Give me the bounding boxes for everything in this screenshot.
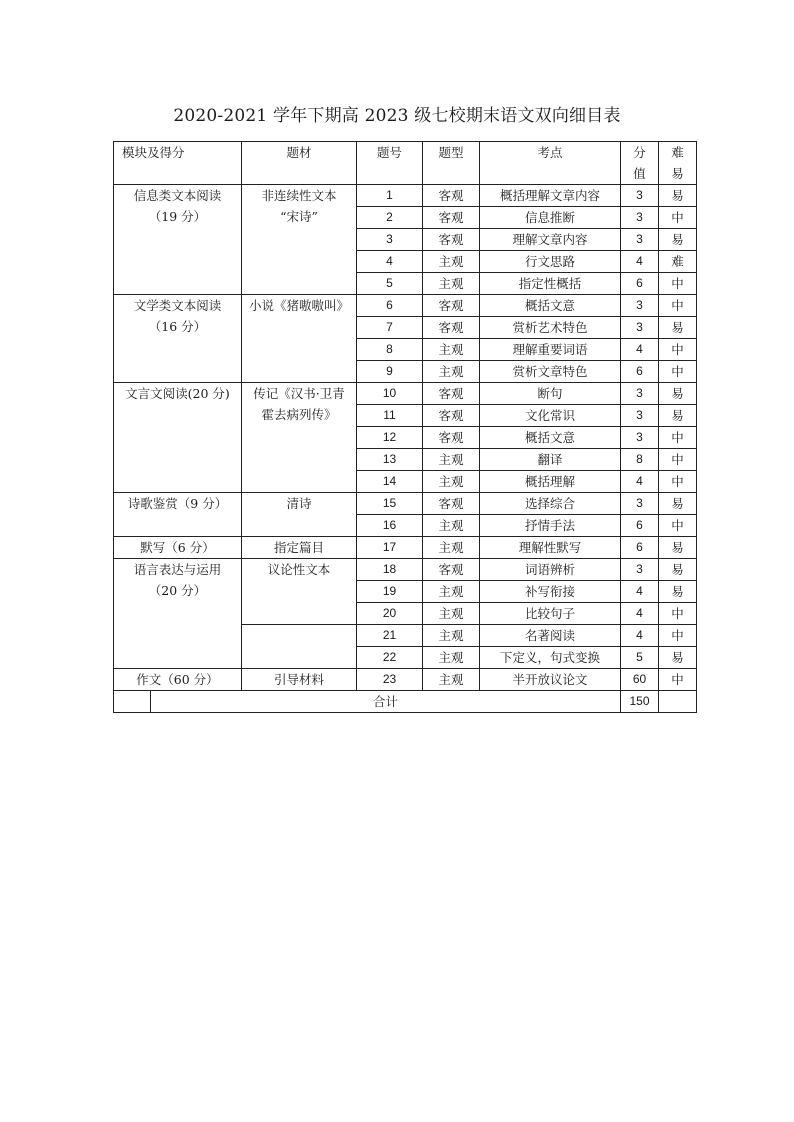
cell-score: 8	[621, 449, 659, 471]
cell-number: 13	[357, 449, 423, 471]
cell-point: 理解文章内容	[480, 229, 621, 251]
cell-score: 3	[621, 185, 659, 207]
total-score: 150	[621, 691, 659, 713]
cell-difficulty: 易	[659, 405, 697, 427]
cell-score: 5	[621, 647, 659, 669]
topic-cell: 非连续性文本 “宋诗”	[242, 185, 357, 295]
cell-difficulty: 中	[659, 669, 697, 691]
cell-point: 理解重要词语	[480, 339, 621, 361]
module-cell: 语言表达与运用 （20 分）	[114, 559, 242, 669]
cell-difficulty: 易	[659, 493, 697, 515]
header-score: 分 值	[621, 142, 659, 185]
cell-point: 补写衔接	[480, 581, 621, 603]
cell-number: 4	[357, 251, 423, 273]
cell-point: 信息推断	[480, 207, 621, 229]
cell-score: 3	[621, 559, 659, 581]
cell-type: 主观	[423, 251, 480, 273]
cell-type: 客观	[423, 493, 480, 515]
cell-point: 指定性概括	[480, 273, 621, 295]
cell-score: 6	[621, 273, 659, 295]
cell-type: 主观	[423, 625, 480, 647]
cell-number: 20	[357, 603, 423, 625]
table-row	[114, 185, 697, 207]
table-row	[114, 383, 697, 405]
cell-point: 概括理解	[480, 471, 621, 493]
header-topic: 题材	[242, 142, 357, 185]
cell-number: 14	[357, 471, 423, 493]
table-row	[114, 537, 697, 559]
cell-score: 4	[621, 625, 659, 647]
cell-score: 3	[621, 405, 659, 427]
cell-number: 2	[357, 207, 423, 229]
table-row	[114, 669, 697, 691]
cell-type: 主观	[423, 273, 480, 295]
cell-number: 7	[357, 317, 423, 339]
cell-number: 10	[357, 383, 423, 405]
cell-point: 名著阅读	[480, 625, 621, 647]
cell-score: 3	[621, 493, 659, 515]
cell-score: 3	[621, 427, 659, 449]
cell-type: 主观	[423, 537, 480, 559]
total-label: 合计	[151, 691, 621, 713]
total-row	[114, 691, 697, 713]
header-module: 模块及得分	[114, 142, 242, 185]
header-type: 题型	[423, 142, 480, 185]
cell-difficulty: 中	[659, 603, 697, 625]
cell-point: 下定义，句式变换	[480, 647, 621, 669]
cell-type: 客观	[423, 383, 480, 405]
cell-difficulty: 中	[659, 471, 697, 493]
cell-difficulty: 中	[659, 295, 697, 317]
cell-score: 3	[621, 317, 659, 339]
cell-point: 赏析文章特色	[480, 361, 621, 383]
cell-number: 6	[357, 295, 423, 317]
topic-cell-empty	[242, 625, 357, 669]
cell-number: 3	[357, 229, 423, 251]
cell-score: 4	[621, 339, 659, 361]
cell-type: 主观	[423, 361, 480, 383]
cell-point: 词语辨析	[480, 559, 621, 581]
total-difficulty-empty	[659, 691, 697, 713]
cell-difficulty: 中	[659, 449, 697, 471]
cell-difficulty: 难	[659, 251, 697, 273]
cell-number: 9	[357, 361, 423, 383]
topic-cell: 小说《猪嗷嗷叫》	[242, 295, 357, 383]
cell-number: 5	[357, 273, 423, 295]
cell-number: 16	[357, 515, 423, 537]
cell-number: 22	[357, 647, 423, 669]
cell-number: 11	[357, 405, 423, 427]
cell-type: 客观	[423, 207, 480, 229]
cell-point: 概括理解文章内容	[480, 185, 621, 207]
cell-score: 4	[621, 581, 659, 603]
cell-type: 客观	[423, 317, 480, 339]
cell-score: 3	[621, 383, 659, 405]
cell-type: 主观	[423, 603, 480, 625]
cell-difficulty: 易	[659, 317, 697, 339]
table-row	[114, 559, 697, 581]
cell-type: 主观	[423, 669, 480, 691]
cell-difficulty: 易	[659, 581, 697, 603]
cell-score: 3	[621, 207, 659, 229]
cell-point: 比较句子	[480, 603, 621, 625]
cell-difficulty: 易	[659, 229, 697, 251]
cell-type: 主观	[423, 647, 480, 669]
cell-score: 3	[621, 229, 659, 251]
cell-type: 主观	[423, 515, 480, 537]
cell-difficulty: 易	[659, 383, 697, 405]
document-title: 2020-2021 学年下期高 2023 级七校期末语文双向细目表	[173, 106, 621, 126]
cell-type: 客观	[423, 559, 480, 581]
header-point: 考点	[480, 142, 621, 185]
cell-difficulty: 中	[659, 273, 697, 295]
table-row	[114, 295, 697, 317]
cell-type: 客观	[423, 405, 480, 427]
cell-number: 15	[357, 493, 423, 515]
cell-score: 6	[621, 361, 659, 383]
cell-difficulty: 中	[659, 427, 697, 449]
module-cell: 信息类文本阅读 （19 分）	[114, 185, 242, 295]
cell-point: 行文思路	[480, 251, 621, 273]
cell-number: 21	[357, 625, 423, 647]
cell-point: 半开放议论文	[480, 669, 621, 691]
cell-score: 3	[621, 295, 659, 317]
cell-difficulty: 易	[659, 559, 697, 581]
total-empty-cell	[114, 691, 151, 713]
cell-score: 6	[621, 515, 659, 537]
cell-difficulty: 中	[659, 625, 697, 647]
cell-point: 赏析艺术特色	[480, 317, 621, 339]
header-number: 题号	[357, 142, 423, 185]
cell-difficulty: 易	[659, 647, 697, 669]
cell-point: 理解性默写	[480, 537, 621, 559]
cell-type: 主观	[423, 449, 480, 471]
table-row	[114, 493, 697, 515]
module-cell: 文学类文本阅读 （16 分）	[114, 295, 242, 383]
topic-cell: 引导材料	[242, 669, 357, 691]
topic-cell: 指定篇目	[242, 537, 357, 559]
cell-score: 4	[621, 471, 659, 493]
cell-point: 抒情手法	[480, 515, 621, 537]
topic-cell: 清诗	[242, 493, 357, 537]
cell-number: 1	[357, 185, 423, 207]
cell-difficulty: 易	[659, 185, 697, 207]
module-cell: 文言文阅读(20 分)	[114, 383, 242, 493]
cell-difficulty: 易	[659, 537, 697, 559]
cell-type: 客观	[423, 295, 480, 317]
cell-type: 主观	[423, 339, 480, 361]
module-cell: 默写（6 分）	[114, 537, 242, 559]
cell-difficulty: 中	[659, 207, 697, 229]
detail-table	[113, 141, 697, 713]
module-cell: 作文（60 分）	[114, 669, 242, 691]
cell-point: 概括文意	[480, 295, 621, 317]
cell-score: 6	[621, 537, 659, 559]
cell-score: 4	[621, 603, 659, 625]
table-header-row	[114, 142, 697, 185]
cell-point: 选择综合	[480, 493, 621, 515]
cell-type: 客观	[423, 185, 480, 207]
cell-number: 17	[357, 537, 423, 559]
cell-number: 23	[357, 669, 423, 691]
cell-number: 19	[357, 581, 423, 603]
module-cell: 诗歌鉴赏（9 分）	[114, 493, 242, 537]
cell-score: 60	[621, 669, 659, 691]
cell-point: 翻译	[480, 449, 621, 471]
cell-number: 8	[357, 339, 423, 361]
header-difficulty: 难 易	[659, 142, 697, 185]
cell-point: 文化常识	[480, 405, 621, 427]
topic-cell: 传记《汉书·卫青 霍去病列传》	[242, 383, 357, 493]
cell-difficulty: 中	[659, 361, 697, 383]
cell-score: 4	[621, 251, 659, 273]
cell-type: 客观	[423, 427, 480, 449]
cell-point: 概括文意	[480, 427, 621, 449]
cell-type: 主观	[423, 471, 480, 493]
cell-difficulty: 中	[659, 515, 697, 537]
cell-difficulty: 中	[659, 339, 697, 361]
cell-point: 断句	[480, 383, 621, 405]
cell-number: 18	[357, 559, 423, 581]
cell-type: 客观	[423, 229, 480, 251]
cell-type: 主观	[423, 581, 480, 603]
topic-cell: 议论性文本	[242, 559, 357, 625]
cell-number: 12	[357, 427, 423, 449]
